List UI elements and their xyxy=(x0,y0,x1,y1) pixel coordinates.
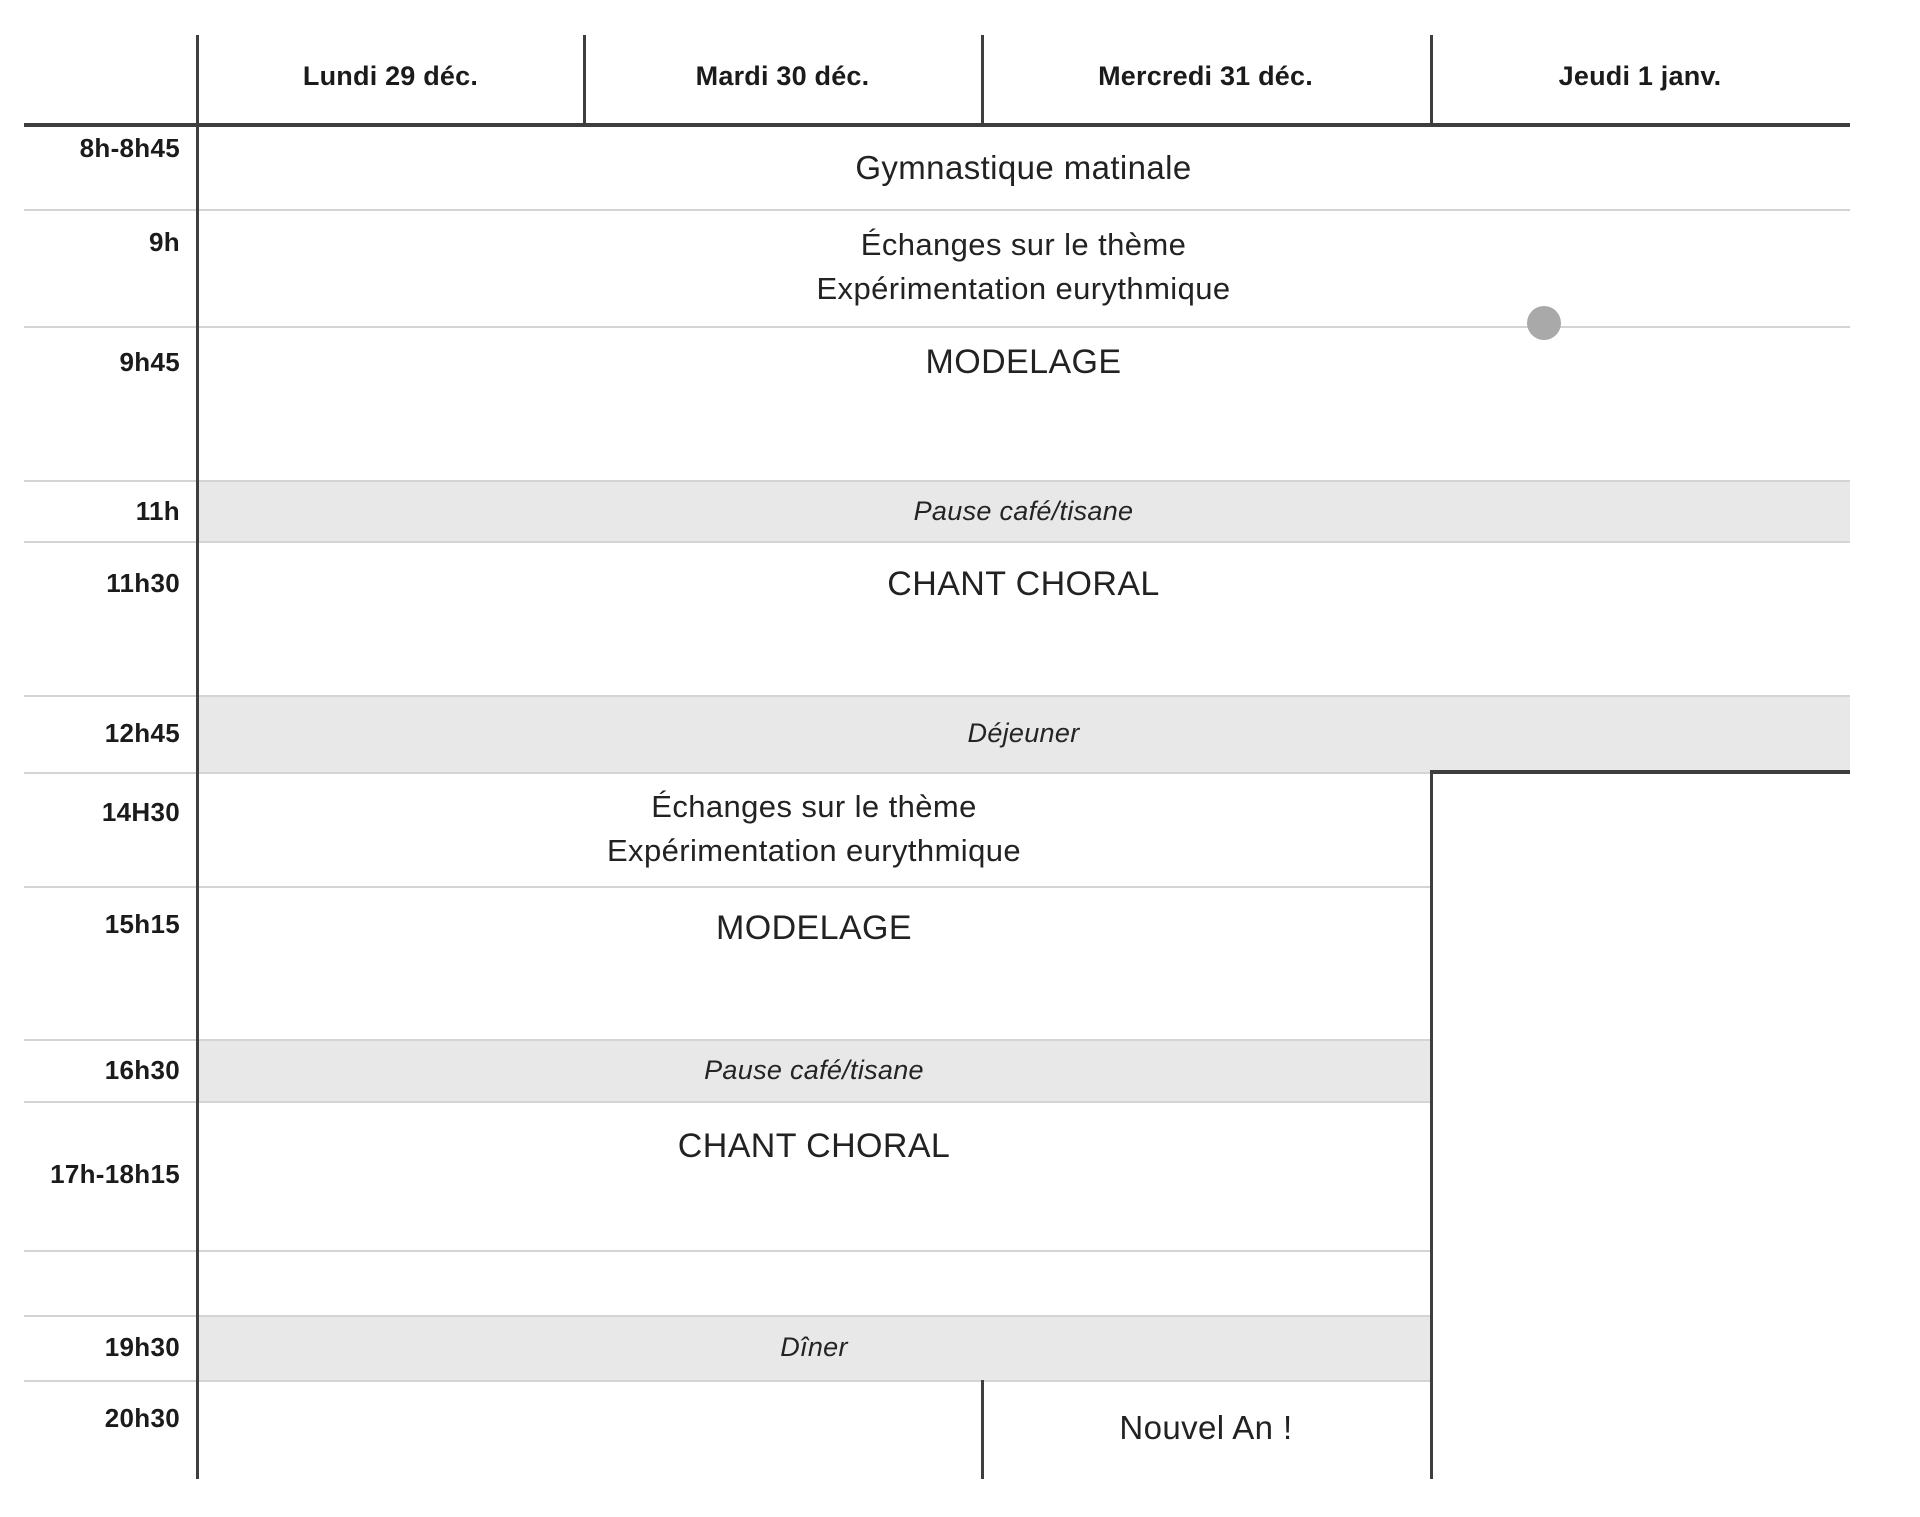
day-header-lundi: Lundi 29 déc. xyxy=(302,61,479,91)
event-echanges-afternoon-line2: Expérimentation eurythmique xyxy=(606,833,1021,868)
row-line-9h xyxy=(24,209,1850,211)
event-nouvel-an: Nouvel An ! xyxy=(1119,1409,1293,1446)
row-line-11h xyxy=(24,480,1850,482)
event-echanges-morning-line1: Échanges sur le thème xyxy=(860,227,1187,262)
row-line-empty xyxy=(24,1250,1431,1252)
event-dejeuner: Déjeuner xyxy=(967,718,1080,748)
time-label-9h: 9h xyxy=(149,227,180,257)
day-header-jeudi: Jeudi 1 janv. xyxy=(1558,61,1722,91)
row-line-12h45 xyxy=(24,695,1850,697)
event-modelage-afternoon: MODELAGE xyxy=(716,909,912,947)
row-line-19h30 xyxy=(24,1315,1431,1317)
time-label-17h-18h15: 17h-18h15 xyxy=(50,1159,180,1189)
row-line-17h xyxy=(24,1101,1431,1103)
row-line-11h30 xyxy=(24,541,1850,543)
event-echanges-afternoon xyxy=(197,785,1431,873)
event-modelage-morning: MODELAGE xyxy=(925,343,1122,381)
event-pause-morning: Pause café/tisane xyxy=(913,496,1134,526)
day-header-mercredi: Mercredi 31 déc. xyxy=(1098,61,1313,91)
time-label-16h30: 16h30 xyxy=(104,1055,180,1085)
time-label-15h15: 15h15 xyxy=(104,909,180,939)
time-label-12h45: 12h45 xyxy=(104,718,180,748)
time-label-9h45: 9h45 xyxy=(119,347,180,377)
selection-handle-dot[interactable] xyxy=(1527,306,1561,340)
row-line-16h30 xyxy=(24,1039,1431,1041)
event-echanges-morning xyxy=(197,223,1850,311)
event-gymnastique-matinale: Gymnastique matinale xyxy=(855,149,1192,186)
row-line-9h45 xyxy=(24,326,1850,328)
row-line-15h15 xyxy=(24,886,1431,888)
event-echanges-afternoon-line1: Échanges sur le thème xyxy=(651,789,977,824)
time-label-11h: 11h xyxy=(135,496,180,526)
time-label-20h30: 20h30 xyxy=(104,1403,180,1433)
event-chant-choral-morning: CHANT CHORAL xyxy=(887,565,1160,603)
time-label-14h30: 14H30 xyxy=(101,797,180,827)
row-line-14h30 xyxy=(24,772,1431,774)
header-bottom-border xyxy=(24,123,1850,127)
day-header-mardi: Mardi 30 déc. xyxy=(695,61,870,91)
time-label-11h30: 11h30 xyxy=(106,568,180,598)
event-diner: Dîner xyxy=(780,1332,848,1362)
event-echanges-morning-line2: Expérimentation eurythmique xyxy=(816,271,1231,306)
event-chant-choral-afternoon: CHANT CHORAL xyxy=(677,1127,951,1165)
event-pause-afternoon: Pause café/tisane xyxy=(704,1055,924,1085)
row-line-20h30 xyxy=(24,1380,1431,1382)
time-label-19h30: 19h30 xyxy=(104,1332,180,1362)
thursday-afternoon-top-border xyxy=(1430,770,1850,774)
time-label-8h-8h45: 8h-8h45 xyxy=(79,133,180,163)
